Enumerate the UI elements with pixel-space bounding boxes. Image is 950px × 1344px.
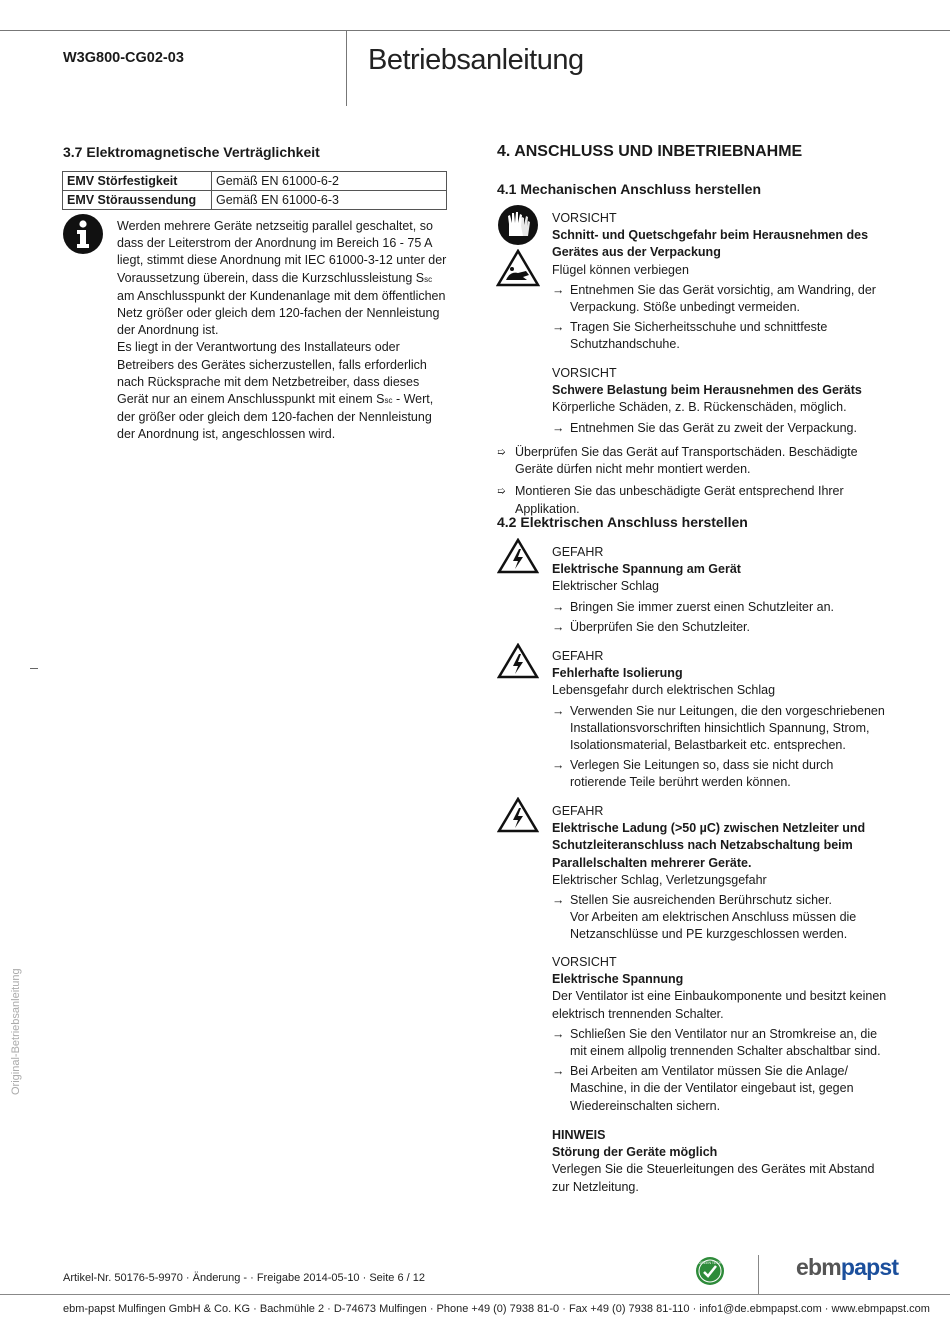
signal-word: VORSICHT (552, 366, 617, 380)
gloves-icon (497, 204, 539, 246)
pointer-arrow-icon: ➯ (497, 447, 506, 458)
arrow-right-icon: → (552, 893, 565, 908)
header-divider (346, 30, 347, 106)
warning-effect: Körperliche Schäden, z. B. Rückenschäden, möglich. (552, 400, 847, 415)
warning-heading: Fehlerhafte Isolierung (552, 666, 683, 681)
table-row (63, 172, 447, 191)
signal-word: GEFAHR (552, 649, 604, 663)
emv-key: EMV Störaussendung (63, 191, 212, 210)
checks-list (497, 444, 897, 518)
arrow-right-icon: → (552, 599, 565, 614)
warning-effect: Lebensgefahr durch elektrischen Schlag (552, 683, 776, 698)
signal-word: GEFAHR (552, 804, 604, 818)
warning-block-2 (552, 365, 892, 437)
warning-heading: Schnitt- und Quetschgefahr beim Herausnehmen des Gerätes aus der Verpackung (552, 228, 869, 260)
info-paragraph: Es liegt in der Verantwortung des Installateurs oder Betreibers des Gerätes sicherzustellen, falls erforderlich nach Rücksprache mit dem Netzbetreiber, dass dieses Gerät nur an einem Anschlusspunkt mit einem Ssc - Wert, der größer oder gleich dem 120-fachen der Nennleistung der Anordnung ist, angeschlossen wird. (117, 340, 434, 442)
warning-block-1 (552, 210, 892, 354)
high-voltage-warning-icon (497, 538, 539, 574)
list-item: → Verwenden Sie nur Leitungen, die den vorgeschriebenen Installationsvorschriften hinsichtlich Spannung, Strom, Isolationsmaterial, Belastbarkeit etc. entsprechen. (552, 703, 885, 753)
list-item: → Überprüfen Sie den Schutzleiter. (552, 619, 892, 636)
list-item: → Verlegen Sie Leitungen so, dass sie nicht durch rotierende Teile berührt werden können. (552, 758, 834, 790)
emv-table (62, 171, 447, 210)
model-number: W3G800-CG02-03 (63, 50, 184, 66)
emv-value: Gemäß EN 61000-6-3 (212, 191, 447, 210)
warning-heading: Elektrische Ladung (>50 µC) zwischen Netzleiter und Schutzleiteranschluss nach Netzabschaltung beim Parallelschalten mehrerer Geräte. (552, 821, 866, 870)
warning-effect: Flügel können verbiegen (552, 262, 689, 277)
greentech-badge-icon (695, 1256, 725, 1286)
section-4-title: 4. ANSCHLUSS UND INBETRIEBNAHME (497, 143, 803, 160)
company-logo: ebmpapst (796, 1254, 899, 1280)
hand-crush-warning-icon (496, 249, 540, 287)
info-paragraph: Werden mehrere Geräte netzseitig parallel geschaltet, so dass der Leiterstrom der Anordnung im Bereich 16 - 75 A liegt, stimmt diese Anordnung mit IEC 61000-3-12 unter der Voraussetzung überein, dass die Kurzschlussleistung Ssc am Anschlusspunkt der Kundenanlage mit dem öffentlichen Netz größer oder gleich dem 120-fachen der Nennleistung der Anordnung ist. (117, 219, 447, 338)
danger-block-1 (552, 544, 892, 636)
signal-word: VORSICHT (552, 955, 617, 969)
warning-effect: Elektrischer Schlag, Verletzungsgefahr (552, 872, 767, 887)
section-4-1-title: 4.1 Mechanischen Anschluss herstellen (497, 181, 762, 197)
footer-article-info: Artikel-Nr. 50176-5-9970 · Änderung - · Freigabe 2014-05-10 · Seite 6 / 12 (63, 1272, 425, 1284)
info-text (117, 218, 447, 444)
warning-heading: Störung der Geräte möglich (552, 1145, 718, 1160)
badge-text: GREEN TECH (698, 1261, 722, 1265)
arrow-right-icon: → (552, 1026, 565, 1041)
arrow-right-icon: → (552, 420, 565, 435)
section-4-2-title: 4.2 Elektrischen Anschluss herstellen (497, 514, 748, 530)
list-item: → Bei Arbeiten am Ventilator müssen Sie die Anlage/ Maschine, in die der Ventilator eingebaut ist, gegen Wiedereinschalten sichern. (552, 1064, 854, 1113)
logo-divider (758, 1255, 759, 1295)
warning-heading: Schwere Belastung beim Herausnehmen des Geräts (552, 383, 862, 398)
footer-rule (0, 1294, 950, 1295)
emv-value: Gemäß EN 61000-6-2 (212, 172, 447, 191)
info-icon (62, 213, 104, 255)
warning-heading: Elektrische Spannung (552, 972, 684, 987)
warning-effect: Verlegen Sie die Steuerleitungen des Gerätes mit Abstand zur Netzleitung. (552, 1162, 875, 1194)
arrow-right-icon: → (552, 703, 565, 718)
caution-block-3 (552, 954, 892, 1115)
list-item: → Entnehmen Sie das Gerät zu zweit der Verpackung. (552, 420, 892, 437)
list-item: → Tragen Sie Sicherheitsschuhe und schnittfeste Schutzhandschuhe. (552, 320, 828, 352)
list-item: → Stellen Sie ausreichenden Berührschutz sicher. Vor Arbeiten am elektrischen Anschluss müssen die Netzanschlüsse und PE kurzgeschlossen werden. (552, 893, 857, 942)
side-label: Original-Betriebsanleitung (10, 968, 22, 1095)
section-3-7-title: 3.7 Elektromagnetische Verträglichkeit (63, 144, 320, 160)
margin-mark (30, 668, 38, 669)
list-item: ➯ Montieren Sie das unbeschädigte Gerät entsprechend Ihrer Applikation. (497, 484, 844, 516)
high-voltage-warning-icon (497, 643, 539, 679)
table-row (63, 191, 447, 210)
signal-word: GEFAHR (552, 545, 604, 559)
footer-company-info: ebm-papst Mulfingen GmbH & Co. KG · Bachmühle 2 · D-74673 Mulfingen · Phone +49 (0) 7938 81-0 · Fax +49 (0) 7938 81-110 · info1@de.ebmpapst.com · www.ebmpapst.com (63, 1303, 930, 1315)
signal-word: VORSICHT (552, 211, 617, 225)
warning-heading: Elektrische Spannung am Gerät (552, 562, 741, 577)
notice-block (552, 1127, 892, 1196)
arrow-right-icon: → (552, 619, 565, 634)
danger-block-2 (552, 648, 892, 792)
emv-key: EMV Störfestigkeit (63, 172, 212, 191)
list-item: → Entnehmen Sie das Gerät vorsichtig, am Wandring, der Verpackung. Stöße unbedingt vermeiden. (552, 282, 876, 315)
pointer-arrow-icon: ➯ (497, 486, 506, 498)
arrow-right-icon: → (552, 758, 565, 773)
document-title: Betriebsanleitung (368, 44, 584, 76)
list-item: ➯ Überprüfen Sie das Gerät auf Transportschäden. Beschädigte Geräte dürfen nicht mehr montiert werden. (497, 445, 858, 477)
arrow-right-icon: → (552, 282, 565, 297)
header-top-rule (0, 30, 950, 31)
list-item: → Schließen Sie den Ventilator nur an Stromkreise an, die mit einem allpolig trennenden Schalter abschaltbar sind. (552, 1026, 881, 1059)
warning-effect: Elektrischer Schlag (552, 579, 659, 594)
high-voltage-warning-icon (497, 797, 539, 833)
arrow-right-icon: → (552, 1064, 565, 1079)
arrow-right-icon: → (552, 320, 565, 335)
signal-word: HINWEIS (552, 1128, 606, 1142)
warning-effect: Der Ventilator ist eine Einbaukomponente und besitzt keinen elektrisch trennenden Schalter. (552, 989, 887, 1021)
danger-block-3 (552, 803, 892, 944)
list-item: → Bringen Sie immer zuerst einen Schutzleiter an. (552, 599, 892, 616)
